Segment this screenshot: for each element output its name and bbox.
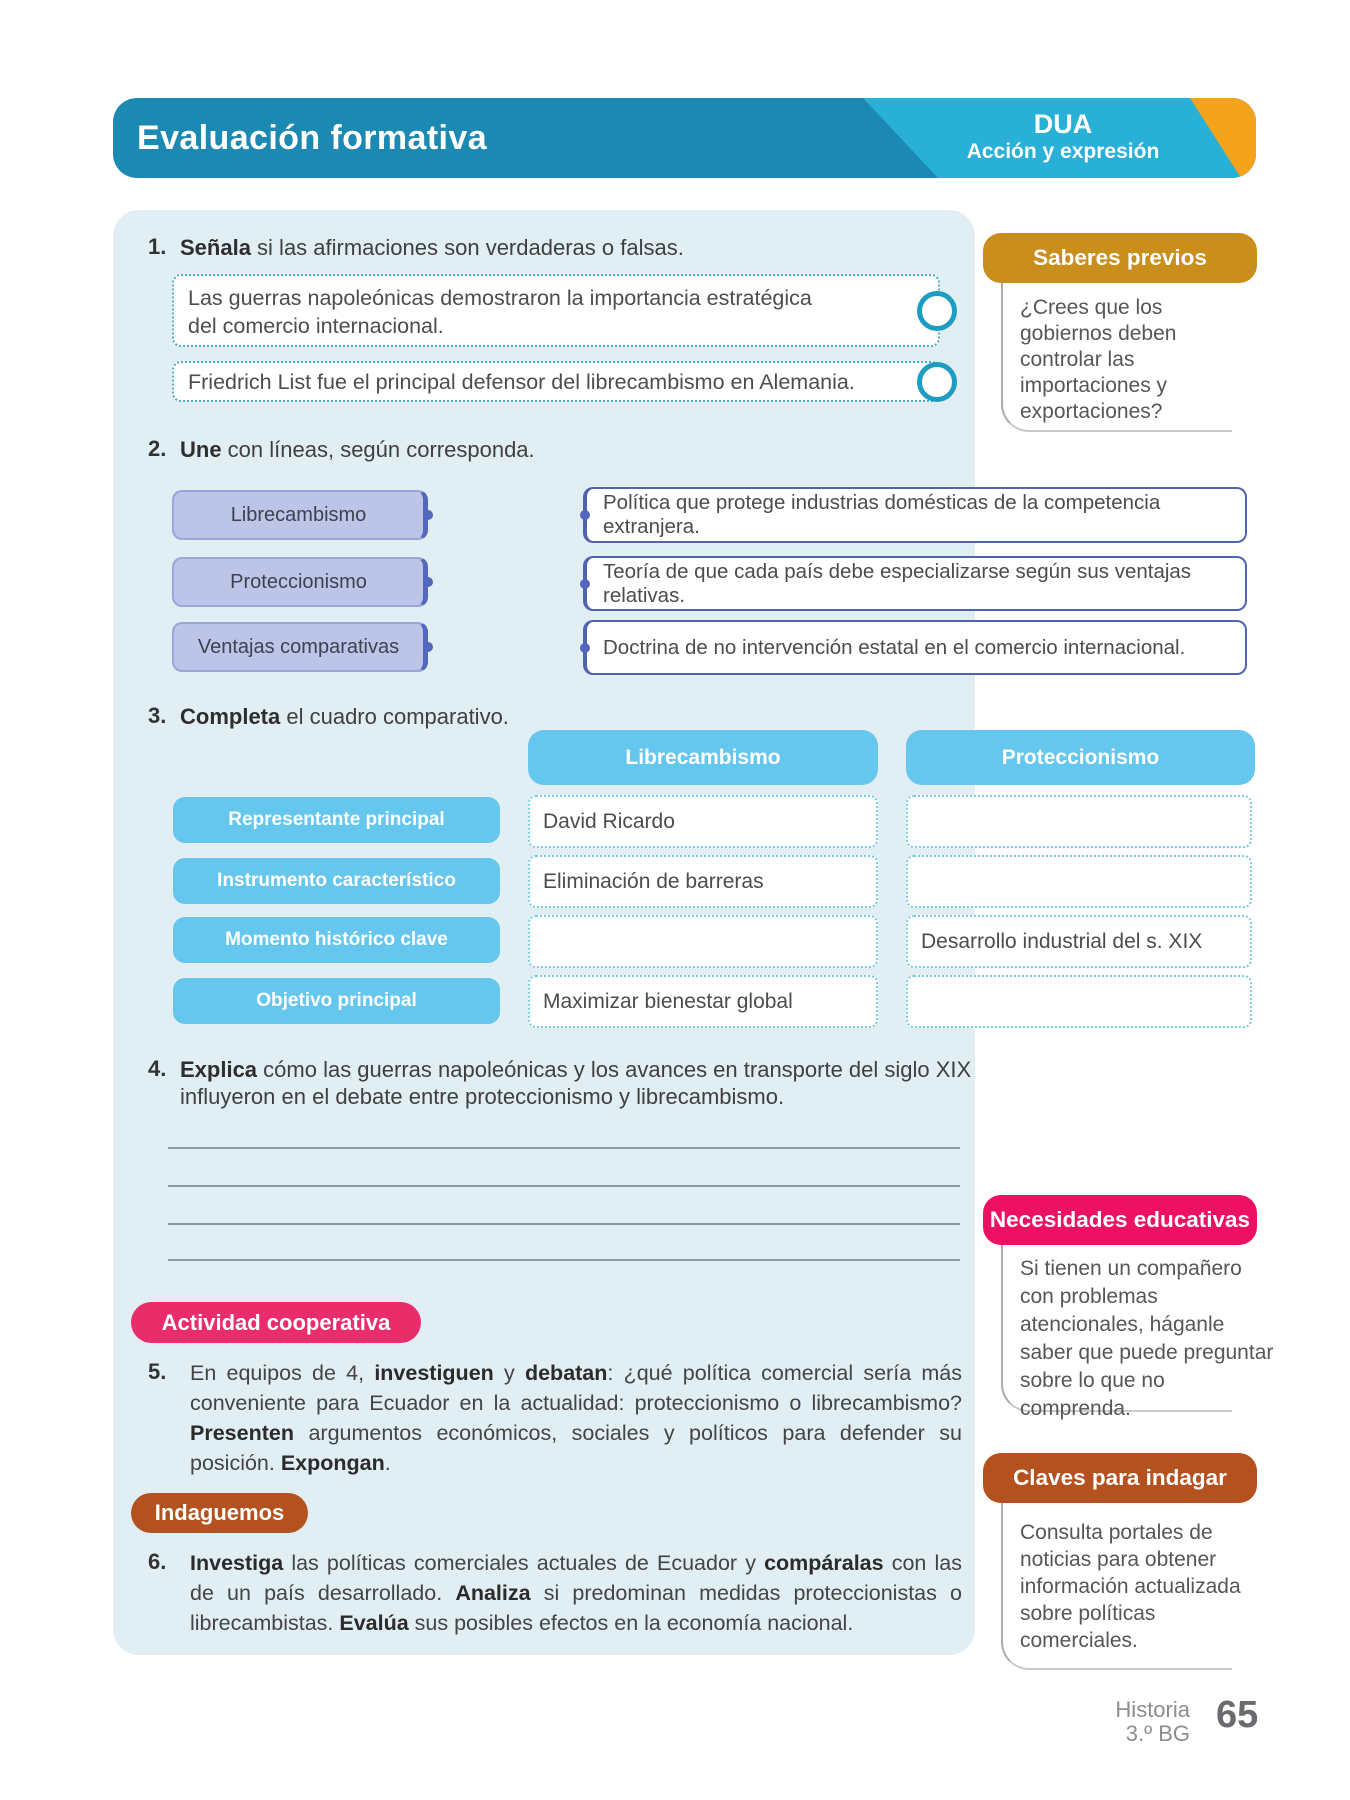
table-column-header: Proteccionismo <box>906 730 1255 785</box>
match-term-label: Ventajas comparativas <box>197 635 400 658</box>
connector-dot-icon <box>580 510 590 520</box>
connector-dot-icon <box>423 642 433 652</box>
connector-dot-icon <box>423 577 433 587</box>
match-term-pill[interactable] <box>172 622 428 672</box>
dua-label <box>943 109 1183 165</box>
match-term-pill[interactable] <box>172 490 428 540</box>
claves-para-indagar-text: Consulta portales de noticias para obtener información actualizada sobre políticas comerciales. <box>1020 1521 1241 1652</box>
exercise2-number: 2. <box>148 436 167 461</box>
dua-title: DUA <box>1033 109 1093 139</box>
necesidades-educativas-text: Si tienen un compañero con problemas atencionales, háganle saber que puede preguntar sobre lo que no comprenda. <box>1020 1257 1274 1420</box>
table-cell[interactable] <box>906 975 1252 1028</box>
match-definition-box[interactable] <box>583 556 1247 611</box>
match-term-label: Librecambismo <box>230 503 367 526</box>
course-name: Historia <box>1115 1697 1190 1722</box>
course-grade: 3.º BG <box>1125 1721 1190 1746</box>
table-row-label: Instrumento característico <box>173 858 500 904</box>
match-definition-text: Teoría de que cada país debe especializarse según sus ventajas relativas. <box>603 559 1192 607</box>
exercise4-number: 4. <box>148 1056 167 1081</box>
table-column-header: Librecambismo <box>528 730 878 785</box>
table-cell[interactable] <box>906 795 1252 848</box>
answer-line[interactable] <box>168 1259 960 1261</box>
exercise6-text: Investiga las políticas comerciales actuales de Ecuador y compáralas con las de un país desarrollado. Analiza si predominan medidas proteccionistas o librecambistas. Evalúa sus posibles efectos en la economía nacional. <box>190 1551 962 1635</box>
connector-dot-icon <box>580 643 590 653</box>
dua-subtitle: Acción y expresión <box>966 140 1160 163</box>
exercise6-number: 6. <box>148 1549 167 1574</box>
connector-dot-icon <box>580 579 590 589</box>
statement-text: Friedrich List fue el principal defensor del librecambismo en Alemania. <box>188 369 855 394</box>
statement-box[interactable] <box>172 274 940 347</box>
saberes-previos-text: ¿Crees que los gobiernos deben controlar las importaciones y exportaciones? <box>1020 296 1177 423</box>
inquiry-badge: Indaguemos <box>131 1493 308 1533</box>
exercise5-number: 5. <box>148 1359 167 1384</box>
table-cell[interactable]: David Ricardo <box>528 795 878 848</box>
exercise5-text: En equipos de 4, investiguen y debatan: ¿qué política comercial sería más conveniente para Ecuador en la actualidad: proteccionismo o librecambismo? Presenten argumentos económicos, sociales y políticos para defender su posición. Expongan. <box>190 1361 962 1475</box>
cooperative-activity-badge: Actividad cooperativa <box>131 1302 421 1343</box>
statement-box[interactable] <box>172 361 940 402</box>
saberes-previos-header: Saberes previos <box>983 233 1257 283</box>
exercise3-instruction: Completa el cuadro comparativo. <box>180 704 509 729</box>
exercise1-instruction: Señala si las afirmaciones son verdaderas o falsas. <box>180 235 684 260</box>
answer-circle-icon[interactable] <box>917 291 957 331</box>
answer-circle-icon[interactable] <box>917 362 957 402</box>
course-label <box>1040 1698 1190 1746</box>
table-cell[interactable]: Desarrollo industrial del s. XIX <box>906 915 1252 968</box>
statement-text: Las guerras napoleónicas demostraron la importancia estratégica del comercio internacional. <box>188 286 812 338</box>
claves-para-indagar-header: Claves para indagar <box>983 1453 1257 1503</box>
match-definition-box[interactable] <box>583 620 1247 675</box>
table-cell[interactable] <box>528 915 878 968</box>
page-header <box>113 98 1256 178</box>
exercise2-instruction: Une con líneas, según corresponda. <box>180 437 535 462</box>
table-row-label: Momento histórico clave <box>173 917 500 963</box>
table-cell[interactable]: Maximizar bienestar global <box>528 975 878 1028</box>
exercise4-instruction: Explica cómo las guerras napoleónicas y los avances en transporte del siglo XIX influyeron en el debate entre proteccionismo y librecambismo. <box>180 1057 972 1109</box>
match-term-label: Proteccionismo <box>230 570 367 593</box>
match-definition-text: Doctrina de no intervención estatal en el comercio internacional. <box>603 635 1186 659</box>
page-number: 65 <box>1216 1694 1259 1736</box>
answer-line[interactable] <box>168 1147 960 1149</box>
table-cell[interactable]: Eliminación de barreras <box>528 855 878 908</box>
table-row-label: Representante principal <box>173 797 500 843</box>
match-term-pill[interactable] <box>172 557 428 607</box>
table-row-label: Objetivo principal <box>173 978 500 1024</box>
match-definition-text: Política que protege industrias domésticas de la competencia extranjera. <box>603 491 1161 538</box>
answer-line[interactable] <box>168 1223 960 1225</box>
connector-dot-icon <box>423 510 433 520</box>
page-title: Evaluación formativa <box>137 119 488 157</box>
exercise1-number: 1. <box>148 234 167 259</box>
match-definition-box[interactable] <box>583 487 1247 543</box>
answer-line[interactable] <box>168 1185 960 1187</box>
exercise3-number: 3. <box>148 703 167 728</box>
table-cell[interactable] <box>906 855 1252 908</box>
necesidades-educativas-header: Necesidades educativas <box>983 1195 1257 1245</box>
